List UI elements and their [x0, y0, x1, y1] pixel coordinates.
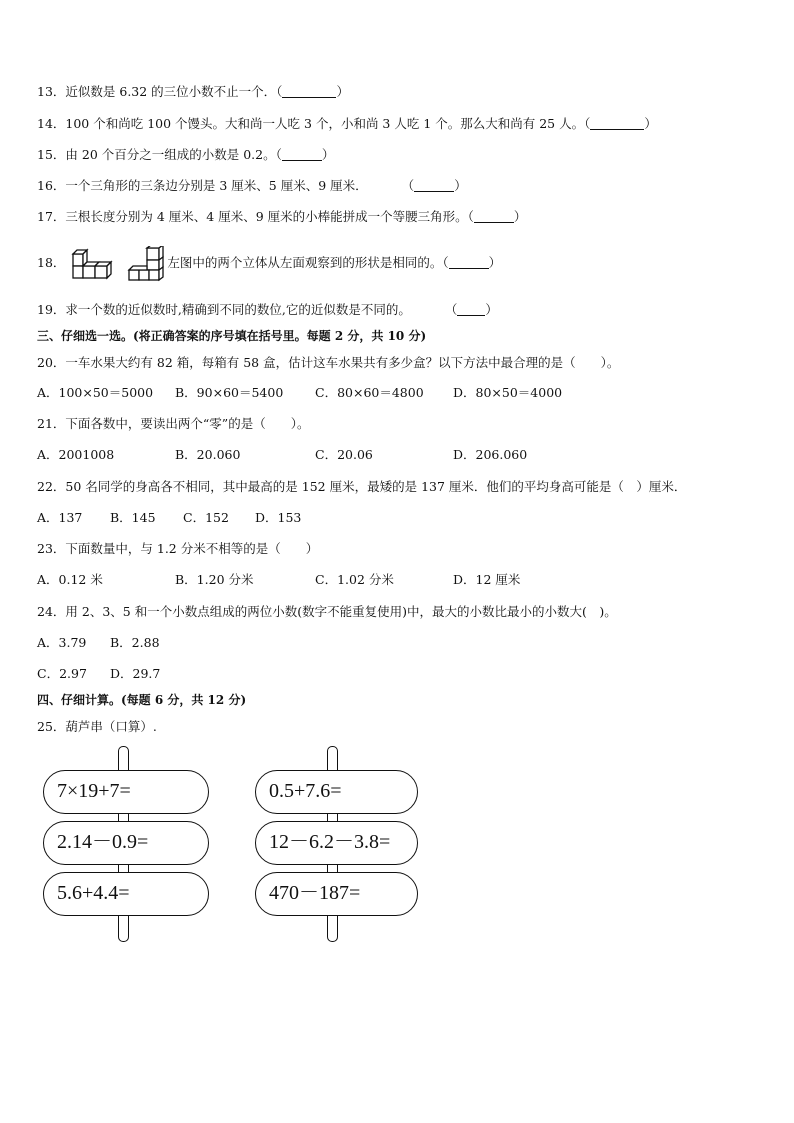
option-c[interactable]: C．1.02 分米	[315, 572, 394, 587]
question-text: 一个三角形的三条边分别是 3 厘米、5 厘米、9 厘米．	[65, 178, 368, 193]
question-17: 17．三根长度分别为 4 厘米、4 厘米、9 厘米的小棒能拼成一个等腰三角形。（ ）	[37, 209, 527, 224]
question-number: 20．	[37, 355, 66, 370]
question-14: 14．100 个和尚吃 100 个馒头。大和尚一人吃 3 个，小和尚 3 人吃 1 个。那么大和尚有 25 人。（ ）	[37, 116, 657, 131]
answer-blank[interactable]	[449, 256, 489, 269]
question-19: 19．求一个数的近似数时,精确到不同的数位,它的近似数是不同的。 （ ）	[37, 302, 498, 317]
option-b[interactable]: B．20.060	[175, 447, 241, 462]
question-number: 15．	[37, 147, 66, 162]
gourd-left	[40, 746, 212, 942]
question-number: 24．	[37, 604, 66, 619]
option-b[interactable]: B．1.20 分米	[175, 572, 254, 587]
gourd-bead-3[interactable]: 470－187=	[255, 872, 418, 916]
gourd-bead-1[interactable]: 0.5+7.6=	[255, 770, 418, 814]
gourd-bead-3[interactable]: 5.6+4.4=	[43, 872, 209, 916]
gourd-bead-1[interactable]: 7×19+7=	[43, 770, 209, 814]
question-number: 17．	[37, 209, 66, 224]
question-text: 求一个数的近似数时,精确到不同的数位,它的近似数是不同的。	[65, 302, 411, 317]
answer-blank[interactable]	[457, 303, 485, 316]
cube-figure-left	[71, 246, 113, 282]
option-c[interactable]: C．2.97	[37, 666, 87, 681]
question-number: 18．	[37, 255, 66, 270]
question-text: 由 20 个百分之一组成的小数是 0.2。（	[65, 147, 282, 162]
option-b[interactable]: B．145	[110, 510, 156, 525]
question-text: 下面各数中，要读出两个“零”的是（ ）。	[65, 416, 310, 431]
option-a[interactable]: A．137	[37, 510, 83, 525]
option-a[interactable]: A．2001008	[37, 447, 115, 462]
question-text: 50 名同学的身高各不相同，其中最高的是 152 厘米，最矮的是 137 厘米．他们的平均身高可能是（ ）厘米．	[65, 479, 687, 494]
answer-blank[interactable]	[474, 210, 514, 223]
option-a[interactable]: A．0.12 米	[37, 572, 103, 587]
option-d[interactable]: D．206.060	[453, 447, 528, 462]
question-number: 13．	[37, 84, 66, 99]
option-b[interactable]: B．90×60＝5400	[175, 385, 284, 400]
question-25	[37, 719, 157, 735]
option-d[interactable]: D．29.7	[110, 666, 161, 681]
question-23	[37, 541, 318, 557]
gourd-bead-2[interactable]: 2.14－0.9=	[43, 821, 209, 865]
option-a[interactable]: A．3.79	[37, 635, 87, 650]
question-13: 13．近似数是 6.32 的三位小数不止一个．（ ）	[37, 84, 349, 99]
option-c[interactable]: C．152	[183, 510, 229, 525]
question-24	[37, 604, 617, 620]
question-number: 21．	[37, 416, 66, 431]
question-number: 14．	[37, 116, 66, 131]
option-a[interactable]: A．100×50＝5000	[37, 385, 154, 400]
question-text: 一车水果大约有 82 箱，每箱有 58 盒，估计这车水果共有多少盒？以下方法中最合理的是（ ）。	[65, 355, 620, 370]
question-text: 葫芦串（口算）.	[65, 719, 157, 734]
question-text: 三根长度分别为 4 厘米、4 厘米、9 厘米的小棒能拼成一个等腰三角形。（	[65, 209, 474, 224]
gourd-bead-2[interactable]: 12－6.2－3.8=	[255, 821, 418, 865]
question-number: 16．	[37, 178, 66, 193]
option-d[interactable]: D．80×50＝4000	[453, 385, 563, 400]
section-4-heading: 四、仔细计算。(每题 6 分，共 12 分)	[37, 693, 247, 707]
question-number: 23．	[37, 541, 66, 556]
question-text: 100 个和尚吃 100 个馒头。大和尚一人吃 3 个，小和尚 3 人吃 1 个。那么大和尚有 25 人。（	[65, 116, 591, 131]
question-22	[37, 479, 686, 495]
answer-blank[interactable]	[590, 117, 644, 130]
option-c[interactable]: C．80×60＝4800	[315, 385, 424, 400]
answer-blank[interactable]	[414, 179, 454, 192]
question-number: 19．	[37, 302, 66, 317]
section-3-heading: 三、仔细选一选。(将正确答案的序号填在括号里。每题 2 分，共 10 分)	[37, 329, 427, 343]
question-15: 15．由 20 个百分之一组成的小数是 0.2。（ ）	[37, 147, 335, 162]
option-c[interactable]: C．20.06	[315, 447, 373, 462]
question-text: 近似数是 6.32 的三位小数不止一个．（	[65, 84, 283, 99]
question-text: 用 2、3、5 和一个小数点组成的两位小数(数字不能重复使用)中，最大的小数比最小的小数大( )。	[65, 604, 617, 619]
question-20	[37, 355, 619, 371]
question-text: 左图中的两个立体从左面观察到的形状是相同的。（	[167, 255, 449, 270]
gourd-right	[252, 746, 422, 942]
answer-blank[interactable]	[282, 148, 322, 161]
question-16: 16．一个三角形的三条边分别是 3 厘米、5 厘米、9 厘米． （ ）	[37, 178, 467, 193]
question-number: 22．	[37, 479, 66, 494]
answer-blank[interactable]	[282, 85, 336, 98]
question-18: 18． 左图中的两个立体从左面观察到的形状是相同的。（ ）	[37, 244, 501, 282]
question-21	[37, 416, 309, 432]
option-b[interactable]: B．2.88	[110, 635, 160, 650]
question-text: 下面数量中，与 1.2 分米不相等的是（ ）	[65, 541, 319, 556]
option-d[interactable]: D．153	[255, 510, 302, 525]
cube-figure-right	[127, 246, 165, 282]
option-d[interactable]: D．12 厘米	[453, 572, 521, 587]
question-number: 25．	[37, 719, 66, 734]
